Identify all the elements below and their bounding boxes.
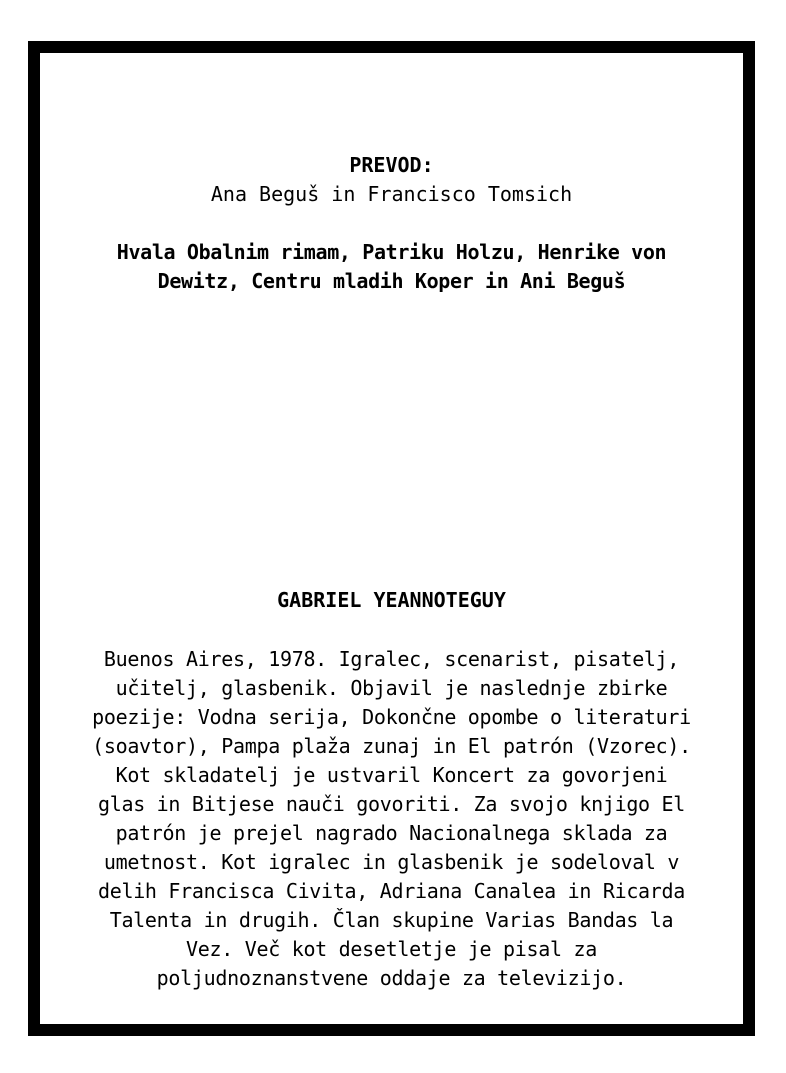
author-name: GABRIEL YEANNOTEGUY (277, 588, 506, 612)
author-bio (40, 645, 743, 993)
bio-line: Vez. Več kot desetletje je pisal za (186, 937, 597, 961)
bio-line: glas in Bitjese nauči govoriti. Za svojo knjigo El (97, 792, 686, 816)
bio-line: delih Francisca Civita, Adriana Canalea in Ricarda (97, 879, 686, 903)
bio-line: Talenta in drugih. Član skupine Varias Bandas la (109, 908, 674, 932)
bio-line: Kot skladatelj je ustvaril Koncert za govorjeni (115, 763, 668, 787)
bio-line: učitelj, glasbenik. Objavil je naslednje zbirke (115, 676, 668, 700)
bio-line: poljudnoznanstvene oddaje za televizijo. (156, 966, 627, 990)
acknowledgements-line: Hvala Obalnim rimam, Patriku Holzu, Henrike von (116, 240, 667, 264)
acknowledgements (40, 238, 743, 296)
acknowledgements-line: Dewitz, Centru mladih Koper in Ani Beguš (157, 269, 626, 293)
bio-line: patrón je prejel nagrado Nacionalnega sklada za (115, 821, 668, 845)
translation-heading: PREVOD: (349, 153, 434, 177)
bio-line: poezije: Vodna serija, Dokončne opombe o literaturi (92, 705, 691, 729)
translators-names: Ana Beguš in Francisco Tomsich (210, 182, 573, 206)
page-frame (28, 41, 755, 1036)
bio-line: (soavtor), Pampa plaža zunaj in El patrón (Vzorec). (92, 734, 691, 758)
bio-line: Buenos Aires, 1978. Igralec, scenarist, pisatelj, (103, 647, 680, 671)
bio-line: umetnost. Kot igralec in glasbenik je sodeloval v (103, 850, 680, 874)
